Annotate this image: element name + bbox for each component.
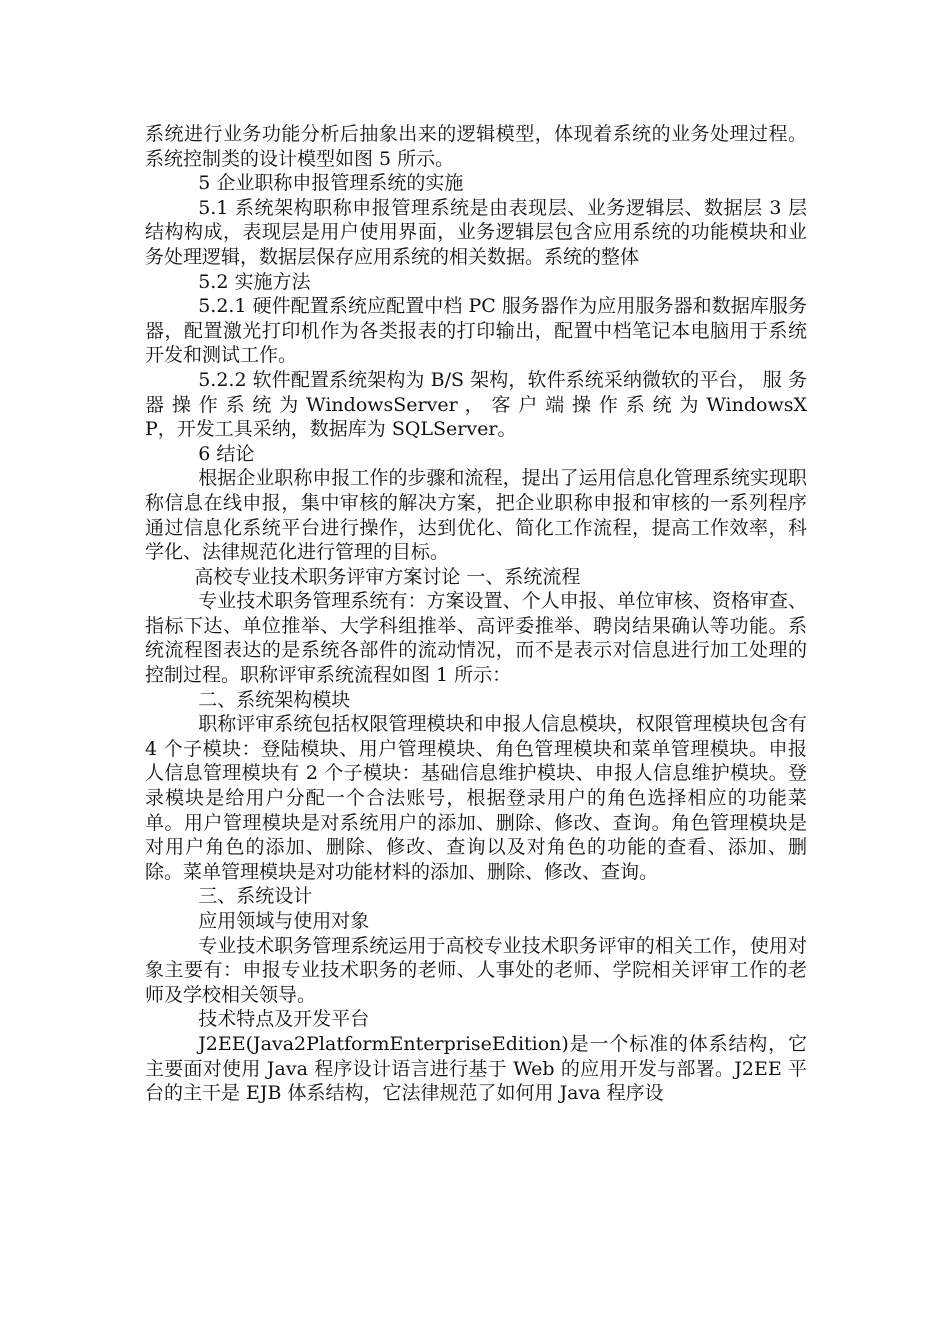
heading-evaluation-discussion: 高校专业技术职务评审方案讨论 一、系统流程: [194, 565, 581, 588]
paragraph-application-domain: 专业技术职务管理系统运用于高校专业技术职务评审的相关工作，使用对象主要有：申报专业技术职务的老师、人事处的老师、学院相关评审工作的老师及学校相关领导。: [145, 934, 807, 1006]
heading-application-domain: 应用领域与使用对象: [198, 910, 370, 932]
heading-system-design: 三、系统设计: [198, 885, 313, 908]
heading-5-2-method: 5.2 实施方法: [198, 270, 311, 293]
heading-architecture-modules: 二、系统架构模块: [198, 688, 351, 711]
paragraph-modules: 职称评审系统包括权限管理模块和申报人信息模块，权限管理模块包含有 4 个子模块：登陆模块、用户管理模块、角色管理模块和菜单管理模块。申报人信息管理模块有 2 个子模块：基础信息维护模块、申报人信息维护模块。登录模块是给用户分配一个合法账号，根据登录用户的角色选择相应的功能菜单。用户管理模块是对系统用户的添加、删除、修改、查询。角色管理模块是对用户角色的添加、删除、修改、查询以及对角色的功能的查看、添加、删除。菜单管理模块是对功能材料的添加、删除、修改、查询。: [145, 713, 807, 883]
heading-tech-features: 技术特点及开发平台: [198, 1008, 370, 1031]
paragraph-5-1-architecture: 5.1 系统架构职称申报管理系统是由表现层、业务逻辑层、数据层 3 层结构构成，表现层是用户使用界面，业务逻辑层包含应用系统的功能模块和业务处理逻辑，数据层保存应用系统的相关数据。系统的整体: [145, 196, 807, 268]
paragraph-system-flow: 专业技术职务管理系统有：方案设置、个人申报、单位审核、资格审查、指标下达、单位推举、大学科组推举、高评委推举、聘岗结果确认等功能。系统流程图表达的是系统各部件的流动情况，而不是表示对信息进行加工处理的控制过程。职称评审系统流程如图 1 所示：: [145, 590, 807, 687]
paragraph-5-2-2-software: 5.2.2 软件配置系统架构为 B/S 架构，软件系统采纳微软的平台， 服 务 器 操 作 系 统 为 WindowsServer ， 客 户 端 操 作 系 统 为 WindowsXP，开发工具采纳，数据库为 SQLServer。: [145, 368, 807, 441]
paragraph-j2ee: J2EE(Java2PlatformEnterpriseEdition)是一个标准的体系结构，它主要面对使用 Java 程序设计语言进行基于 Web 的应用开发与部署。J2EE 平台的主干是 EJB 体系结构，它法律规范了如何用 Java 程序设: [145, 1032, 807, 1105]
paragraph-conclusion: 根据企业职称申报工作的步骤和流程，提出了运用信息化管理系统实现职称信息在线申报，集中审核的解决方案，把企业职称申报和审核的一系列程序通过信息化系统平台进行操作，达到优化、简化工作流程，提高工作效率，科学化、法律规范化进行管理的目标。: [145, 467, 807, 564]
heading-5-implementation: 5 企业职称申报管理系统的实施: [198, 172, 464, 195]
heading-6-conclusion: 6 结论: [198, 442, 255, 465]
paragraph-logical-model: 系统进行业务功能分析后抽象出来的逻辑模型，体现着系统的业务处理过程。系统控制类的设计模型如图 5 所示。: [145, 123, 807, 170]
document-body: [145, 122, 807, 1106]
paragraph-5-2-1-hardware: 5.2.1 硬件配置系统应配置中档 PC 服务器作为应用服务器和数据库服务器，配置激光打印机作为各类报表的打印输出，配置中档笔记本电脑用于系统开发和测试工作。: [145, 295, 807, 367]
